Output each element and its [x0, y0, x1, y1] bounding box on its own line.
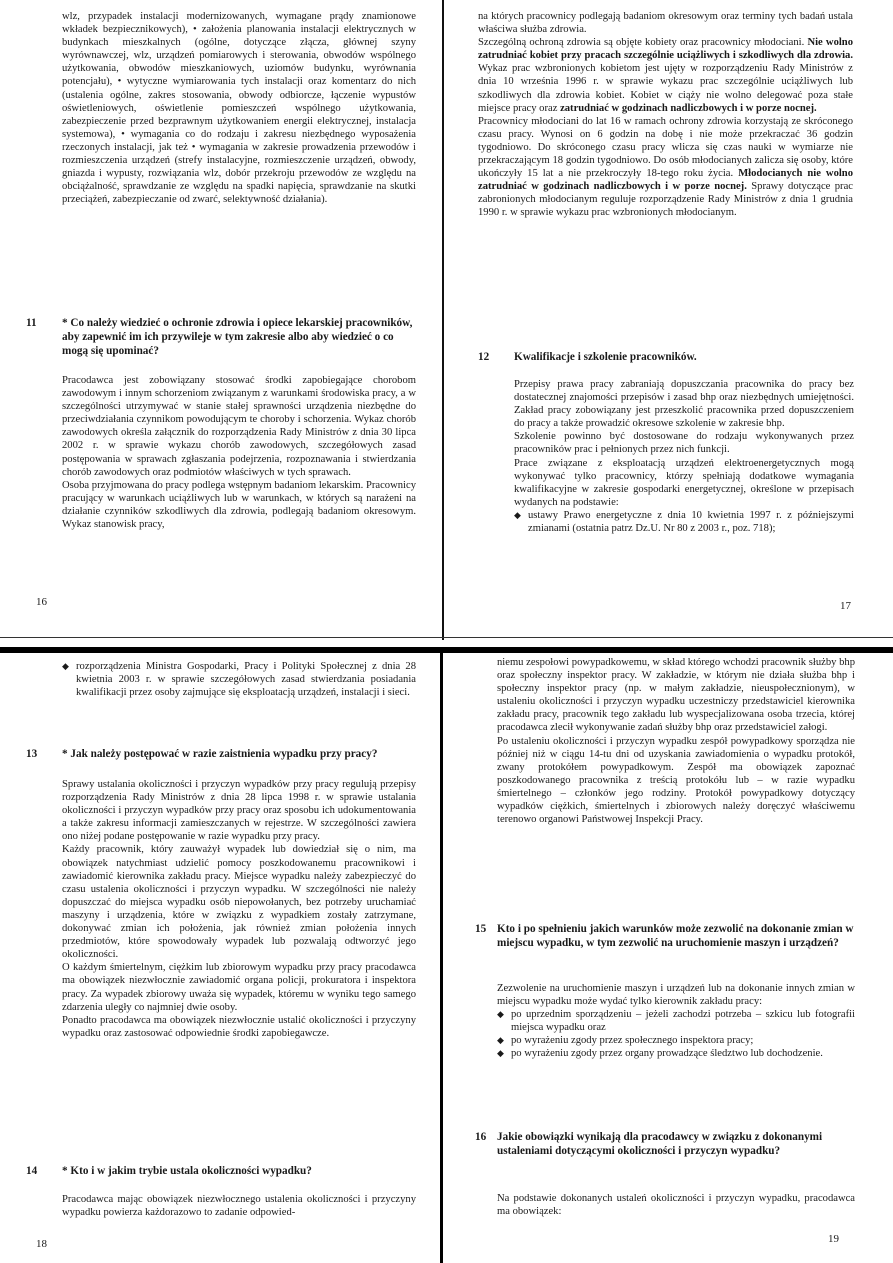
answer-13 — [62, 778, 416, 1040]
question-text: * Jak należy postępować w razie zaistnienia wypadku przy pracy? — [62, 748, 378, 760]
answer-paragraph: Ponadto pracodawca ma obowiązek niezwłocznie ustalić okoliczności i przyczyny wypadku oraz zastosować odpowiednie środki zapobiegawcze. — [62, 1014, 416, 1039]
center-fold-bottom — [440, 653, 443, 1263]
answer-paragraph: Zezwolenie na uruchomienie maszyn i urządzeń lub na dokonanie innych zmian w miejscu wypadku może wydać tylko kierownik zakładu pracy: — [497, 983, 855, 1008]
answer-12 — [514, 378, 854, 535]
question-11 — [26, 316, 416, 358]
page-number-17: 17 — [840, 600, 851, 612]
question-16 — [475, 1130, 855, 1158]
center-fold-top — [442, 0, 444, 640]
paragraph: niemu zespołowi powypadkowemu, w skład którego wchodzi pracownik służby bhp oraz społeczny inspektor pracy. W zakładzie, w którym nie działa służba bhp i społeczny inspektor pracy (np. w małym zakładzie, nieuspołecznionym), w ustaleniu okoliczności i przyczyn wypadku uczestniczy przedstawiciel kierownika zakładu pracy, pracownik tego zakładu lub wyspecjalizowana osoba trzecia, której pracodawca zlecił wykonywanie zadań służby bhp oraz przedstawiciel załogi. — [497, 657, 855, 734]
answer-paragraph: Osoba przyjmowana do pracy podlega wstępnym badaniom lekarskim. Pracownicy pracujący w warunkach uciążliwych lub w warunkach, w których są narażeni na działanie czynników szkodliwych dla zdrowia, podlegają badaniom okresowym. Wykaz stanowisk pracy, — [62, 479, 416, 531]
paragraph: Pracownicy młodociani do lat 16 w ramach ochrony zdrowia korzystają ze skróconego czasu pracy. Wynosi on 6 godzin na dobę i nie może przekraczać 36 godzin tygodniowo. Do skróconego czasu pracy wlicza się czas nauki w wymiarze nie przekraczającym 18 godzin tygodniowo. Do osób młodocianych zalicza się osoby, które ukończyły 15 lat a nie przekroczyły 18-tego roku życia. Młodocianych nie wolno zatrudniać w godzinach nadliczbowych i w porze nocnej. Sprawy dotyczące prac zabronionych młodocianym reguluje rozporządzenie Rady Ministrów z dnia 1 grudnia 1990 r. w sprawie wykazu prac wzbronionych młodocianym. — [478, 115, 853, 219]
answer-14 — [62, 1193, 416, 1219]
answer-paragraph: Szkolenie powinno być dostosowane do rodzaju wykonywanych przez pracowników prac i pełnionych przez nich funkcji. — [514, 431, 854, 456]
question-12 — [478, 350, 854, 364]
question-14 — [26, 1164, 416, 1178]
question-15 — [475, 922, 855, 950]
answer-paragraph: Każdy pracownik, który zauważył wypadek lub dowiedział się o nim, ma obowiązek natychmiast udzielić pomocy poszkodowanemu pracownikowi i zawiadomić kierownika zakładu pracy. Miejsce wypadku należy zabezpieczyć do czasu ustalenia okoliczności i przyczyn wypadku. W szczególności nie należy dopuszczać do miejsca wypadku osób niepowołanych, bez potrzeby uruchamiać maszyny i urządzenia, które w związku z wypadkiem zostały zatrzymane, dokonywać zmian ich położenia, jak również zmian położenia innych przedmiotów, które spowodowały wypadek lub pozwalają odtworzyć jego okoliczności. — [62, 844, 416, 961]
answer-paragraph: Na podstawie dokonanych ustaleń okoliczności i przyczyn wypadku, pracodawca ma obowiązek: — [497, 1193, 855, 1218]
answer-11 — [62, 374, 416, 531]
question-number: 15 — [475, 923, 487, 935]
question-text: * Co należy wiedzieć o ochronie zdrowia i opiece lekarskiej pracowników, aby zapewnić im ich przywileje w tym zakresie albo aby wiedzieć o co mogą się upominać? — [62, 317, 413, 357]
bullet-item: ◆ po uprzednim sporządzeniu – jeżeli zachodzi potrzeba – szkicu lub fotografii miejsca wypadku oraz — [497, 1008, 855, 1034]
page-18-top — [62, 660, 416, 699]
question-13 — [26, 747, 416, 761]
page-divider-thin — [0, 637, 893, 638]
bullet-item: ◆ po wyrażeniu zgody przez społecznego inspektora pracy; — [497, 1034, 855, 1047]
answer-paragraph: O każdym śmiertelnym, ciężkim lub zbiorowym wypadku przy pracy pracodawca ma obowiązek niezwłocznie zawiadomić organa policji, prokuratora i inspektora pracy. Za wypadek zbiorowy uważa się wypadek, któremu w wyniku tego samego zdarzenia uległy co najmniej dwie osoby. — [62, 962, 416, 1013]
question-number: 16 — [475, 1131, 487, 1143]
bullet-item: ◆ ustawy Prawo energetyczne z dnia 10 kwietnia 1997 r. z późniejszymi zmianami (ostatnia patrz Dz.U. Nr 80 z 2003 r., poz. 718); — [514, 509, 854, 535]
question-text: Kwalifikacje i szkolenie pracowników. — [514, 351, 697, 363]
answer-paragraph: Sprawy ustalania okoliczności i przyczyn wypadków przy pracy regulują przepisy rozporządzenia Rady Ministrów z dnia 28 lipca 1998 r. w sprawie ustalania okoliczności i przyczyn wypadków przy pracy oraz sposobu ich udokumentowania a także zakresu informacji zamieszczanych w rejestrze. W szczególności zawiera ono niżej podane postępowanie w razie wypadku przy pracy. — [62, 779, 416, 843]
continuation-paragraph: wlz, przypadek instalacji modernizowanych, wymagane prądy znamionowe wkładek bezpiecznikowych), • założenia planowania instalacji elektrycznych w budynkach mieszkalnych (ogólne, dotyczące złącza, głównej szyny wyrównawczej, wlz, urządzeń pomiarowych i sterowania, obwodów wspólnego użytkowania, obwodów mieszkaniowych, uziomów budynku, wyrównania potencjału), • wytyczne wymiarowania tych instalacji oraz komentarz do nich (ustalenia ogólne, zakres stosowania, obwody odbiorcze, łączenie wypustów oświetleniowych, oświetlenie pomieszczeń wspólnego użytkowania, zabezpieczenie przed bezprawnym użytkowaniem energii elektrycznej, instalacja systemowa), • wymagania co do rodzaju i zakresu niezbędnego wyposażenia rzeczonych instalacji, jak też • wymagania w zakresie prowadzenia przewodów i rozmieszczenia urządzeń (strefy instalacyjne, rozmieszczenie urządzeń, obwody, gniazda i wypusty, rozwiązania wlz, dobór przekroju przewodów ze względu na obciążalność, sprawdzanie ze względu na spadki napięcia, sprawdzanie na skutki przeciążeń, zabezpieczanie od zwarć, selektywność działania). — [62, 11, 416, 206]
question-number: 14 — [26, 1165, 38, 1177]
question-text: Kto i po spełnieniu jakich warunków może zezwolić na dokonanie zmian w miejscu wypadku, w tym zezwolić na uruchomienie maszyn i urządzeń? — [497, 923, 854, 949]
page-16-top-text — [62, 10, 416, 206]
question-number: 11 — [26, 317, 37, 329]
bullet-item: ◆ rozporządzenia Ministra Gospodarki, Pracy i Polityki Społecznej z dnia 28 kwietnia 2003 r. w sprawie szczegółowych zasad stwierdzania posiadania kwalifikacji przez osoby zajmujące się eksploatacją urządzeń, instalacji i sieci. — [62, 660, 416, 699]
page-number-18: 18 — [36, 1238, 47, 1250]
answer-paragraph: Prace związane z eksploatacją urządzeń elektroenergetycznych mogą wykonywać tylko pracownicy, którzy spełniają dodatkowe wymagania kwalifikacyjne w zakresie gospodarki energetycznej, określone w przepisach wydanych na podstawie: — [514, 457, 854, 508]
page-divider — [0, 647, 893, 653]
answer-paragraph: Pracodawca jest zobowiązany stosować środki zapobiegające chorobom zawodowym i innym schorzeniom związanym z warunkami środowiska pracy, a w szczególności utrzymywać w stanie stałej sprawności urządzenia niezbędne do przeciwdziałania czynnikom powodującym te choroby i schorzenia. Wykaz chorób zawodowych określa załącznik do rozporządzenia Rady Ministrów z dnia 30 lipca 2002 r. w sprawie wykazu chorób zawodowych, szczegółowych zasad postępowania w sprawach zgłaszania podejrzenia, rozpoznawania i stwierdzania chorób zawodowych oraz podmiotów właściwych w tych sprawach. — [62, 375, 416, 478]
answer-16 — [497, 1192, 855, 1218]
question-text: * Kto i w jakim trybie ustala okoliczności wypadku? — [62, 1165, 312, 1177]
answer-paragraph: Przepisy prawa pracy zabraniają dopuszczania pracownika do pracy bez dostatecznej znajomości przepisów i zasad bhp oraz niezbędnych umiejętności. Zakład pracy zobowiązany jest przeszkolić pracownika przed dopuszczeniem do pracy a także prowadzić okresowe szkolenie w zakresie bhp. — [514, 379, 854, 430]
page-19-top — [497, 656, 855, 826]
question-number: 12 — [478, 351, 490, 363]
paragraph: Szczególną ochroną zdrowia są objęte kobiety oraz pracownicy młodociani. Nie wolno zatrudniać kobiet przy pracach szczególnie uciążliwych i szkodliwych dla zdrowia. Wykaz prac wzbronionych kobietom jest ujęty w rozporządzeniu Rady Ministrów z dnia 10 września 1996 r. w sprawie wykazu prac szczególnie uciążliwych lub szkodliwych dla zdrowia kobiet. Kobiet w ciąży nie wolno delegować poza stałe miejsce pracy oraz zatrudniać w godzinach nadliczbowych i w porze nocnej. — [478, 37, 853, 114]
question-number: 13 — [26, 748, 38, 760]
page-number-19: 19 — [828, 1233, 839, 1245]
paragraph: na których pracownicy podlegają badaniom okresowym oraz terminy tych badań ustala właściwa służba zdrowia. — [478, 11, 853, 36]
question-text: Jakie obowiązki wynikają dla pracodawcy w związku z dokonanymi ustaleniami dotyczącymi okoliczności i przyczyn wypadku? — [497, 1131, 823, 1157]
answer-paragraph: Pracodawca mając obowiązek niezwłocznego ustalenia okoliczności i przyczyny wypadku powierza każdorazowo to zadanie odpowied- — [62, 1194, 416, 1219]
page-17-text — [478, 10, 853, 220]
bullet-item: ◆ po wyrażeniu zgody przez organy prowadzące śledztwo lub dochodzenie. — [497, 1047, 855, 1060]
answer-15 — [497, 982, 855, 1061]
paragraph: Po ustaleniu okoliczności i przyczyn wypadku zespół powypadkowy sporządza nie później niż w ciągu 14-tu dni od uzyskania zawiadomienia o wypadku protokół, zwany protokółem powypadkowym. Zespół ma obowiązek zapoznać poszkodowanego pracownika z treścią protokółu lub – w razie wypadku śmiertelnego – członków jego rodziny. Protokół powypadkowy dotyczący wypadków ciężkich, śmiertelnych i zbiorowych należy doręczyć właściwemu terenowo organowi Państwowej Inspekcji Pracy. — [497, 735, 855, 826]
page-number-16: 16 — [36, 596, 47, 608]
